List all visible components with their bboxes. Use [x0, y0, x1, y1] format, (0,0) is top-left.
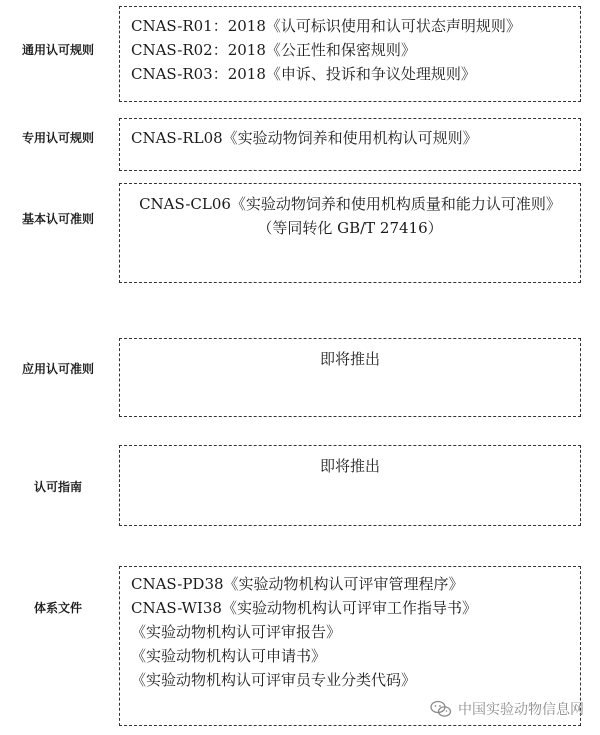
section-label-basic-criteria: 基本认可准则 [21, 212, 94, 226]
document-line: CNAS-R01：2018《认可标识使用和认可状态声明规则》 [131, 17, 521, 35]
document-line: （等同转化 GB/T 27416） [257, 219, 443, 237]
watermark-text: 中国实验动物信息网 [458, 702, 584, 718]
section-box-guidelines [119, 445, 581, 526]
wechat-icon [430, 700, 452, 718]
section-label-application-criteria: 应用认可准则 [21, 362, 94, 376]
section-label-guidelines: 认可指南 [33, 480, 82, 494]
section-label-general-rules: 通用认可规则 [21, 43, 94, 57]
document-line: CNAS-R03：2018《申诉、投诉和争议处理规则》 [131, 65, 476, 83]
section-label-special-rules: 专用认可规则 [21, 131, 94, 145]
document-line: CNAS-WI38《实验动物机构认可评审工作指导书》 [131, 599, 477, 617]
watermark [430, 699, 584, 719]
coming-soon-text: 即将推出 [319, 350, 380, 368]
section-label-system-documents: 体系文件 [33, 601, 82, 615]
coming-soon-text: 即将推出 [319, 457, 380, 475]
section-box-special-rules [119, 118, 581, 171]
section-box-application-criteria [119, 338, 581, 417]
section-box-general-rules [119, 6, 581, 102]
document-line: CNAS-PD38《实验动物机构认可评审管理程序》 [131, 575, 464, 593]
document-line: 《实验动物机构认可申请书》 [131, 647, 327, 665]
document-line: 《实验动物机构认可评审报告》 [131, 623, 342, 641]
document-line: 《实验动物机构认可评审员专业分类代码》 [131, 671, 417, 689]
document-line: CNAS-CL06《实验动物饲养和使用机构质量和能力认可准则》 [139, 195, 561, 213]
document-line: CNAS-R02：2018《公正性和保密规则》 [131, 41, 416, 59]
section-box-basic-criteria [119, 183, 581, 283]
document-line: CNAS-RL08《实验动物饲养和使用机构认可规则》 [131, 129, 478, 147]
